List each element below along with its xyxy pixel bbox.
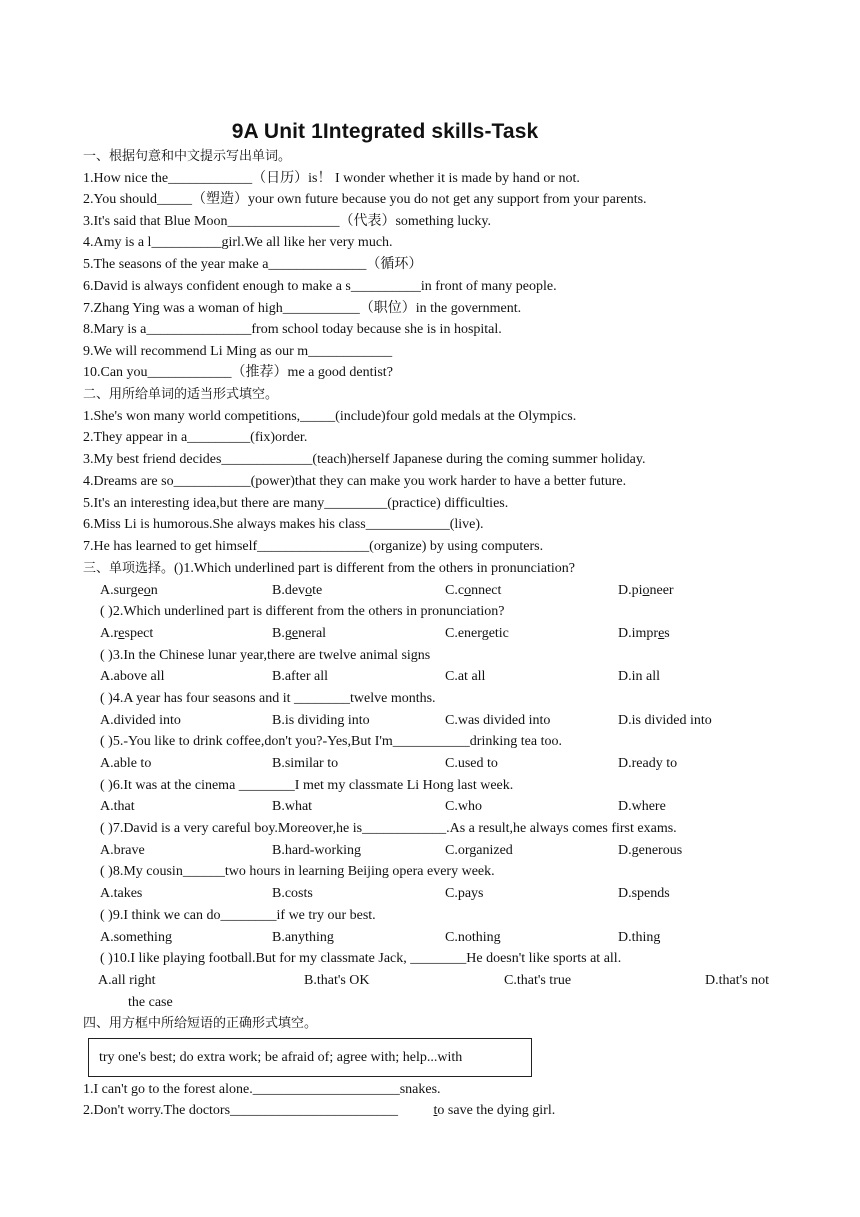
option-wrap-text: the case — [128, 995, 173, 1010]
question-line: 6.David is always confident enough to make a s__________in front of many people. — [83, 279, 557, 294]
question-stem: ( )10.I like playing football.But for my classmate Jack, ________He doesn't like sports at all. — [100, 951, 622, 966]
section-heading-4: 四、用方框中所给短语的正确形式填空。 — [83, 1016, 318, 1031]
question-stem: ( )7.David is a very careful boy.Moreover,he is____________.As a result,he always comes first exams. — [100, 821, 677, 836]
option-d: D.pioneer — [618, 583, 674, 598]
options-row — [100, 884, 820, 904]
option-b: B.general — [272, 626, 327, 641]
option-b: B.devote — [272, 583, 323, 598]
option-c: C.organized — [445, 843, 513, 858]
question-line: 3.It's said that Blue Moon________________（代表）something lucky. — [83, 214, 491, 229]
question-stem: ()1.Which underlined part is different from the others in pronunciation? — [174, 561, 575, 576]
option-a: A.respect — [100, 626, 154, 641]
options-row — [100, 754, 820, 774]
page-title: 9A Unit 1Integrated skills-Task — [231, 120, 539, 143]
options-row — [100, 581, 820, 601]
option-a: A.all right — [98, 973, 156, 988]
option-d: D.that's not — [705, 973, 769, 988]
option-a: A.brave — [100, 843, 145, 858]
option-b: B.after all — [272, 669, 328, 684]
option-b: B.is dividing into — [272, 713, 370, 728]
option-b: B.hard-working — [272, 843, 362, 858]
options-row — [100, 797, 820, 817]
option-c: C.who — [445, 799, 482, 814]
option-c: C.that's true — [504, 973, 572, 988]
option-c: C.at all — [445, 669, 486, 684]
option-b: B.what — [272, 799, 313, 814]
question-line: 7.He has learned to get himself________________(organize) by using computers. — [83, 539, 544, 554]
word-box: try one's best; do extra work; be afraid of; agree with; help...with — [88, 1038, 532, 1077]
option-c: C.was divided into — [445, 713, 551, 728]
question-stem: ( )2.Which underlined part is different from the others in pronunciation? — [100, 604, 505, 619]
option-d: D.where — [618, 799, 666, 814]
options-row — [100, 711, 820, 731]
option-b: B.that's OK — [304, 973, 370, 988]
options-row — [100, 841, 820, 861]
option-d: D.is divided into — [618, 713, 712, 728]
question-line: 4.Dreams are so___________(power)that they can make you work harder to have a better future. — [83, 474, 627, 489]
question-stem: ( )3.In the Chinese lunar year,there are twelve animal signs — [100, 648, 431, 663]
question-line: 9.We will recommend Li Ming as our m____________ — [83, 344, 393, 359]
option-a: A.something — [100, 930, 172, 945]
option-b: B.anything — [272, 930, 334, 945]
option-c: C.energetic — [445, 626, 509, 641]
question-line: 1.How nice the____________（日历）is！ I wonder whether it is made by hand or not. — [83, 171, 580, 186]
question-stem: ( )5.-You like to drink coffee,don't you?-Yes,But I'm___________drinking tea too. — [100, 734, 562, 749]
option-d: D.ready to — [618, 756, 678, 771]
option-d: D.generous — [618, 843, 683, 858]
option-c: C.used to — [445, 756, 498, 771]
option-a: A.above all — [100, 669, 165, 684]
section-heading-3: 三、单项选择。 — [83, 561, 175, 576]
options-row — [100, 928, 820, 948]
question-line: 2.Don't worry.The doctors________________________ to save the dying girl. — [83, 1103, 556, 1118]
question-line: 5.The seasons of the year make a______________（循环） — [83, 257, 423, 272]
section-heading-1: 一、根据句意和中文提示写出单词。 — [83, 149, 292, 164]
question-line: 2.You should_____（塑造）your own future because you do not get any support from your parents. — [83, 192, 647, 207]
option-b: B.costs — [272, 886, 313, 901]
option-a: A.takes — [100, 886, 143, 901]
question-line: 6.Miss Li is humorous.She always makes his class____________(live). — [83, 517, 484, 532]
options-row — [98, 971, 818, 991]
question-line: 1.I can't go to the forest alone._____________________snakes. — [83, 1082, 441, 1097]
question-line: 3.My best friend decides_____________(teach)herself Japanese during the coming summer holiday. — [83, 452, 646, 467]
option-d: D.thing — [618, 930, 661, 945]
question-stem: ( )8.My cousin______two hours in learning Beijing opera every week. — [100, 864, 495, 879]
options-row — [100, 667, 820, 687]
question-line: 4.Amy is a l__________girl.We all like her very much. — [83, 235, 393, 250]
option-c: C.connect — [445, 583, 502, 598]
question-line: 8.Mary is a_______________from school today because she is in hospital. — [83, 322, 502, 337]
question-line: 7.Zhang Ying was a woman of high___________（职位）in the government. — [83, 301, 522, 316]
option-c: C.pays — [445, 886, 484, 901]
option-a: A.able to — [100, 756, 152, 771]
options-row — [100, 624, 820, 644]
option-d: D.in all — [618, 669, 660, 684]
section-3-first-line — [83, 559, 575, 579]
option-c: C.nothing — [445, 930, 501, 945]
option-a: A.that — [100, 799, 135, 814]
option-b: B.similar to — [272, 756, 339, 771]
question-line: 5.It's an interesting idea,but there are many_________(practice) difficulties. — [83, 496, 509, 511]
question-line: 2.They appear in a_________(fix)order. — [83, 430, 308, 445]
question-stem: ( )6.It was at the cinema ________I met my classmate Li Hong last week. — [100, 778, 514, 793]
question-stem: ( )9.I think we can do________if we try our best. — [100, 908, 376, 923]
question-line: 10.Can you____________（推荐）me a good dentist? — [83, 365, 393, 380]
option-d: D.impres — [618, 626, 670, 641]
question-stem: ( )4.A year has four seasons and it ________twelve months. — [100, 691, 436, 706]
section-heading-2: 二、用所给单词的适当形式填空。 — [83, 387, 279, 402]
option-a: A.divided into — [100, 713, 181, 728]
option-a: A.surgeon — [100, 583, 158, 598]
question-line: 1.She's won many world competitions,_____(include)four gold medals at the Olympics. — [83, 409, 577, 424]
option-d: D.spends — [618, 886, 670, 901]
